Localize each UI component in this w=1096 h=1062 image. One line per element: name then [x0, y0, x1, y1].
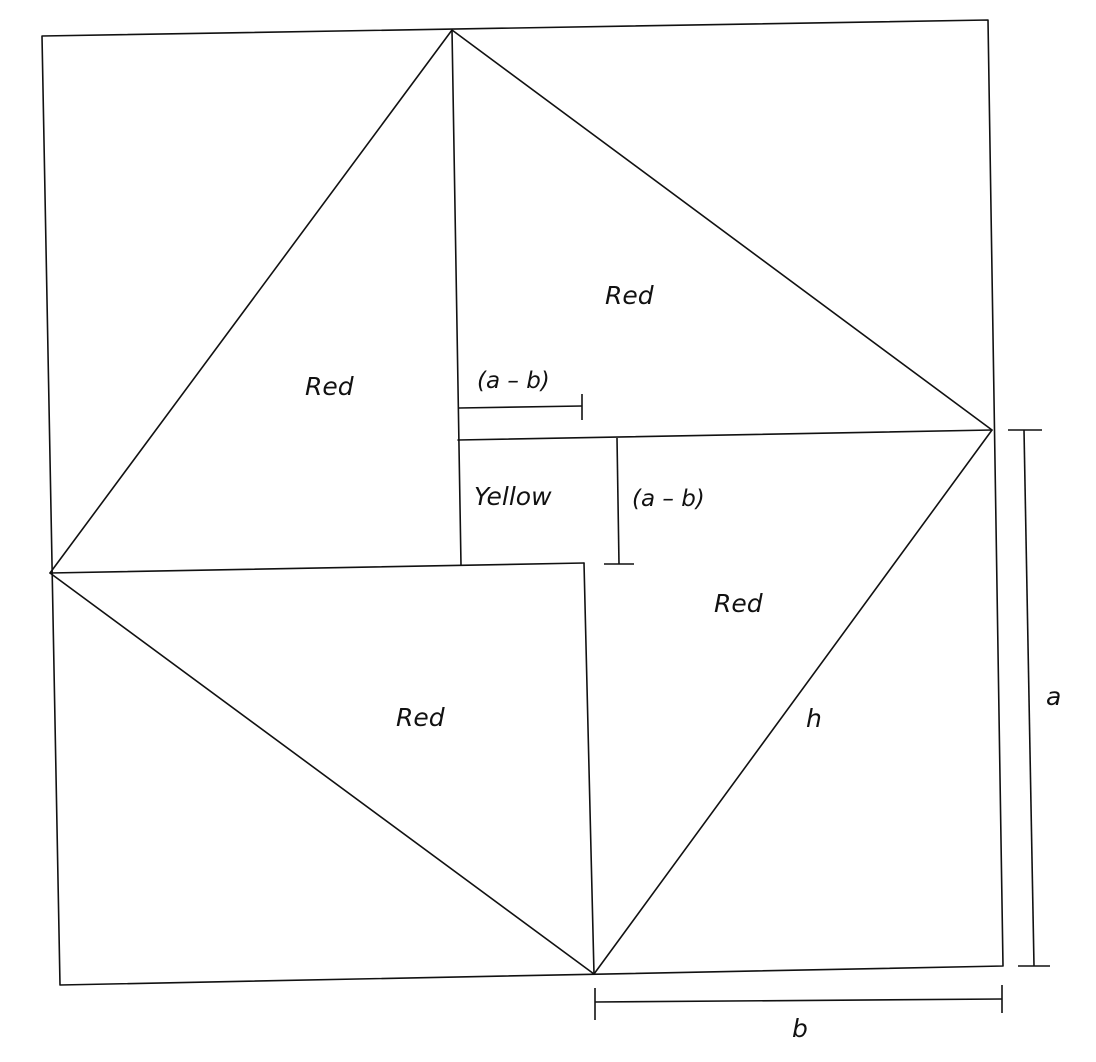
inner-width-label: (a – b)	[477, 368, 550, 394]
top-triangle-leg	[452, 30, 461, 565]
bottom-triangle-leg	[584, 563, 594, 974]
inner-height-label: (a – b)	[632, 486, 705, 512]
right-triangle-label: Red	[714, 589, 763, 618]
bottom-triangle-label: Red	[396, 703, 445, 732]
top-triangle-label: Red	[605, 281, 654, 310]
center-square-label: Yellow	[474, 482, 552, 511]
inner-height-dimension	[604, 438, 634, 564]
left-triangle-label: Red	[305, 372, 354, 401]
side-a-label: a	[1046, 682, 1062, 711]
inner-width-dimension	[459, 394, 582, 420]
hypotenuse-label: h	[806, 704, 822, 733]
side-a-dimension	[1008, 430, 1050, 966]
left-triangle-leg	[50, 563, 584, 573]
side-b-label: b	[792, 1014, 808, 1043]
right-triangle-leg	[458, 430, 992, 440]
